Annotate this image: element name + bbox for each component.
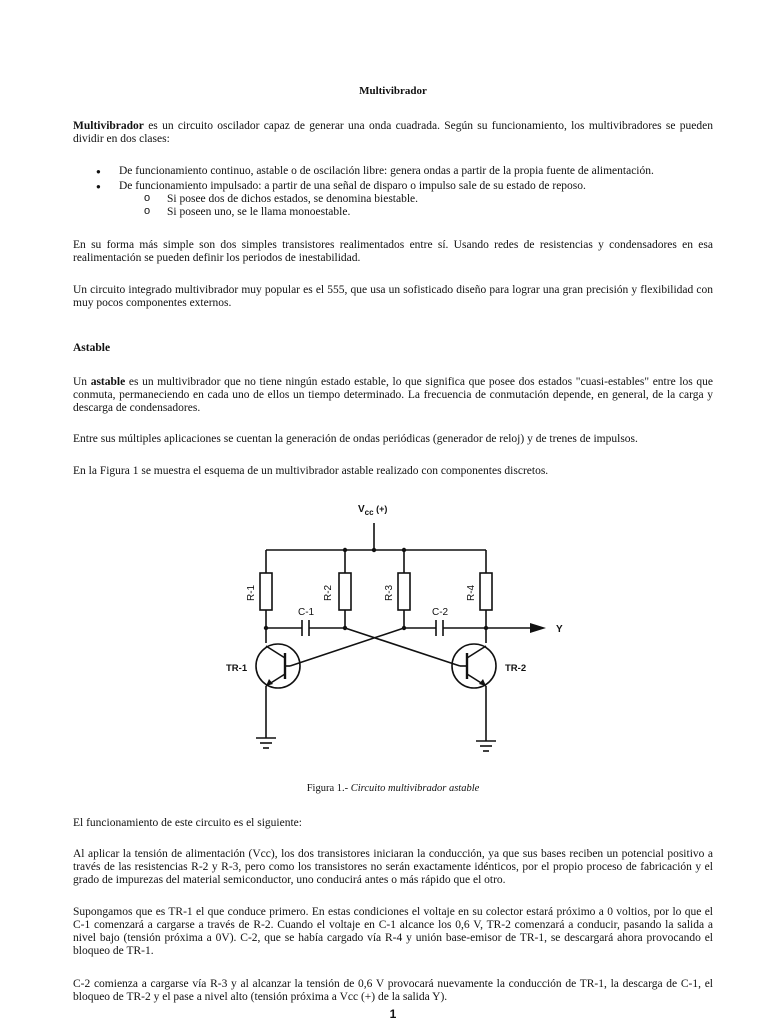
simple-form-paragraph: En su forma más simple son dos simples transistores realimentados entre sí. Usando redes de resistencias y condensadores en esa realimentación se pueden definir los periodos de inestabilidad. <box>73 239 713 264</box>
r3-resistor <box>398 573 410 610</box>
astable-text: es un multivibrador que no tiene ningún estado estable, lo que significa que posee dos estados "cuasi-estables" entre los que conmuta, permaneciendo en cada uno de ellos un tiempo determinado. La frecuencia de conmutación depende, en general, de la carga y descarga de condensadores. <box>73 376 713 414</box>
tr1-collector-lead <box>266 646 285 658</box>
caption-italic: Circuito multivibrador astable <box>350 783 480 794</box>
tr2-collector-lead <box>467 646 486 658</box>
output-y-label: Y <box>556 624 563 635</box>
intro-paragraph <box>73 120 713 146</box>
c1-label: C-1 <box>298 607 315 618</box>
classes-list <box>73 165 713 219</box>
sub-bullet-text: Si posee dos de dichos estados, se denomina biestable. <box>167 193 419 205</box>
intro-text: es un circuito oscilador capaz de generar una onda cuadrada. Según su funcionamiento, los multivibradores se pueden dividir en dos clases: <box>73 120 713 145</box>
c2-charge-paragraph: C-2 comienza a cargarse vía R-3 y al alcanzar la tensión de 0,6 V provocará nuevamente la conducción de TR-1, la descarga de C-1, el bloqueo de TR-2 y el pase a nivel alto (tensión próxima a Vcc (+) de la salida Y). <box>73 978 713 1003</box>
astable-paragraph <box>73 376 713 415</box>
astable-pre: Un <box>73 376 91 388</box>
r1-resistor <box>260 573 272 610</box>
r4-label: R-4 <box>466 584 477 601</box>
tr1-label: TR-1 <box>226 663 248 674</box>
sub-bullet-text: Si poseen uno, se le llama monoestable. <box>167 206 351 218</box>
r4-resistor <box>480 573 492 610</box>
page-number: 1 <box>389 1007 397 1021</box>
astable-bold-term: astable <box>90 376 126 388</box>
bullet-text: De funcionamiento continuo, astable o de oscilación libre: genera ondas a partir de la propia fuente de alimentación. <box>119 165 654 177</box>
r2-label: R-2 <box>323 584 334 601</box>
cross-wire-r3-tr1 <box>290 628 404 666</box>
tr1-first-paragraph: Supongamos que es TR-1 el que conduce primero. En estas condiciones el voltaje en su colector estará próximo a 0 voltios, por lo que el C-1 comenzará a cargarse a través de R-2. Cuando el voltaje en C-1 alcance los 0,6 V, TR-2 comenzará a conducir, pasando la salida a nivel bajo (tensión próxima a 0V). C-2, que se había cargado vía R-4 y unión base-emisor de TR-1, se descargará ahora provocando el bloqueo de TR-1. <box>73 906 713 957</box>
sub-list-item <box>73 193 713 206</box>
astable-circuit-diagram <box>218 498 578 763</box>
c2-label: C-2 <box>432 607 449 618</box>
power-on-paragraph: Al aplicar la tensión de alimentación (Vcc), los dos transistores iniciaran la conducción, ya que sus bases reciben un potencial positivo a través de las resistencias R-2 y R-3, pero como los transistores no serán exactamente idénticos, por el propio proceso de fabricación y el grado de impurezas del material semiconductor, uno conducirá antes o más rápido que el otro. <box>73 848 713 886</box>
section-heading-astable: Astable <box>73 342 111 354</box>
r2-resistor <box>339 573 351 610</box>
output-arrow <box>530 623 546 633</box>
list-item <box>73 180 713 219</box>
applications-paragraph: Entre sus múltiples aplicaciones se cuentan la generación de ondas periódicas (generador de reloj) y de trenes de impulsos. <box>73 433 638 445</box>
figure-caption <box>73 783 713 794</box>
sub-list-item <box>73 206 713 219</box>
tr2-label: TR-2 <box>505 663 527 674</box>
vcc-label: $V_{cc}$ (+) <box>358 504 388 517</box>
r3-label: R-3 <box>384 584 395 601</box>
bullet-text: De funcionamiento impulsado: a partir de una señal de disparo o impulso sale de su estado de reposo. <box>119 180 586 192</box>
page-title: Multivibrador <box>359 85 427 97</box>
list-item <box>73 165 713 178</box>
operation-intro-paragraph: El funcionamiento de este circuito es el siguiente: <box>73 817 302 829</box>
caption-prefix: Figura 1.- <box>306 783 351 794</box>
figure-intro-paragraph: En la Figura 1 se muestra el esquema de un multivibrador astable realizado con componentes discretos. <box>73 465 549 477</box>
tr1-transistor-body <box>256 644 300 688</box>
intro-bold-term: Multivibrador <box>73 120 144 132</box>
r1-label: R-1 <box>246 584 257 601</box>
ic-555-paragraph: Un circuito integrado multivibrador muy popular es el 555, que usa un sofisticado diseño para lograr una gran precisión y flexibilidad con muy pocos componentes externos. <box>73 284 713 309</box>
sub-list <box>119 193 713 219</box>
